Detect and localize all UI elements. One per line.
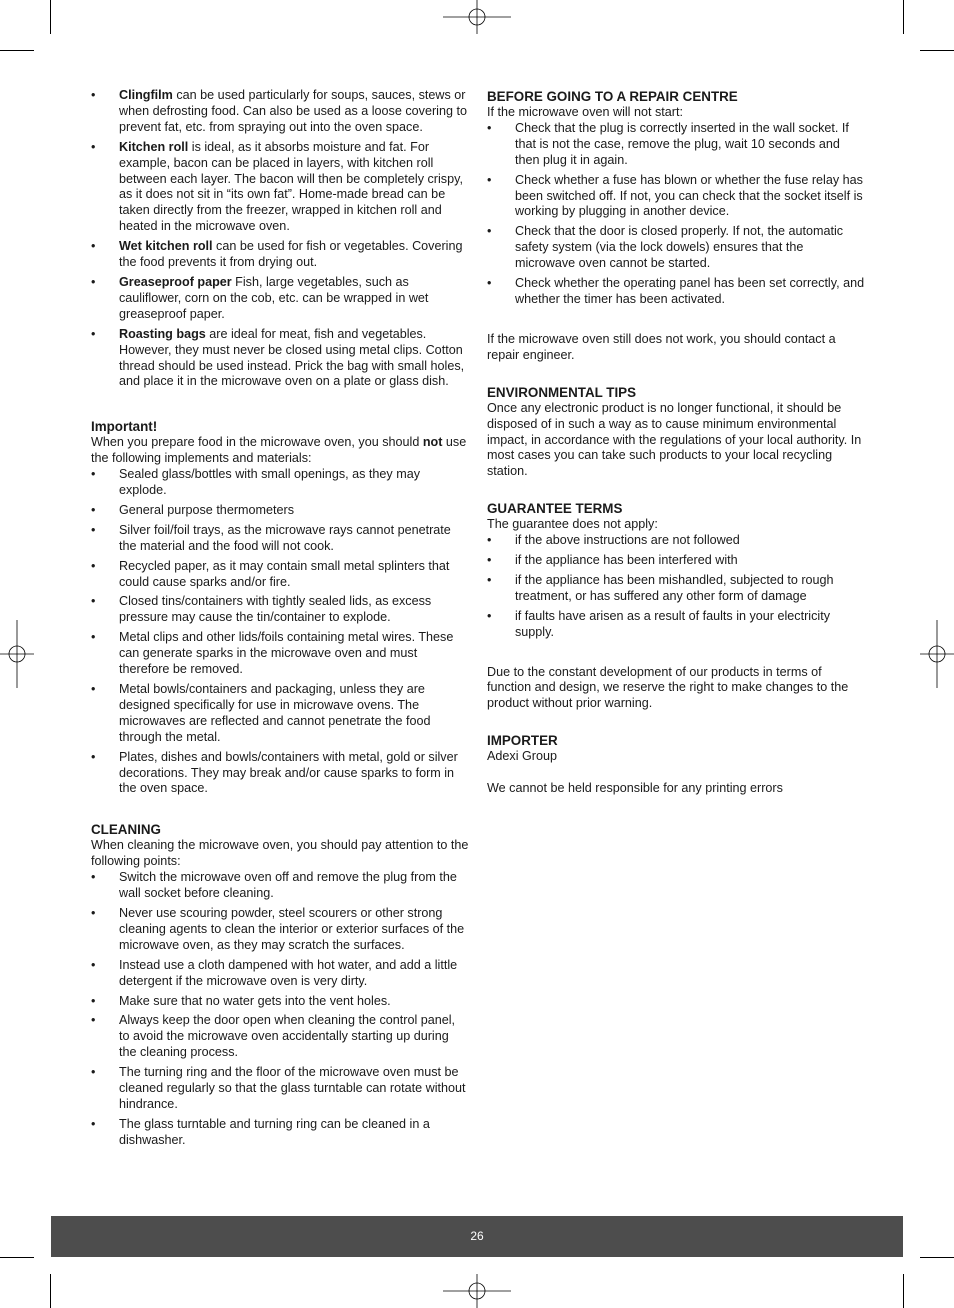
list-item: • The turning ring and the floor of the microwave oven must be cleaned regularly so that the glass turntable can rotate without hindrance. xyxy=(91,1065,466,1111)
list-item xyxy=(91,140,469,235)
bullet: • xyxy=(91,630,96,645)
bullet: • xyxy=(91,594,96,609)
repair-outro: If the microwave oven still does not work, you should contact a repair engineer. xyxy=(487,331,836,362)
bullet: • xyxy=(487,572,492,587)
list-item xyxy=(91,275,469,323)
bullet: • xyxy=(487,608,492,623)
list-item: • Recycled paper, as it may contain small metal splinters that could cause sparks and/or fire. xyxy=(91,558,450,589)
list-item xyxy=(91,88,469,136)
tip-text: Fish, large vegetables, such as cauliflower, corn on the cob, etc. can be wrapped in wet greaseproof paper. xyxy=(119,274,429,321)
environment-text: Once any electronic product is no longer functional, it should be disposed of in such a way as to cause minimum environmental impact, in accordance with the regulations of your local authority. In most cases you can take such products to your local recycling station. xyxy=(487,400,862,479)
important-heading: Important! xyxy=(91,419,158,435)
bullet: • xyxy=(91,682,96,696)
list-item: • Plates, dishes and bowls/containers with metal, gold or silver decorations. They may break and/or cause sparks to form in the oven space. xyxy=(91,749,458,796)
registration-mark-left xyxy=(0,620,34,688)
forbidden-materials-list xyxy=(91,467,469,797)
guarantee-list xyxy=(487,533,865,640)
page-number: 26 xyxy=(470,1229,484,1243)
crop-mark xyxy=(903,1274,904,1308)
important-intro: When you prepare food in the microwave oven, you should not use the following implements and materials: xyxy=(91,435,467,466)
bullet: • xyxy=(487,120,492,135)
bullet: • xyxy=(91,502,96,517)
list-item: • Never use scouring powder, steel scourers or other strong cleaning agents to clean the interior or exterior surfaces of the microwave oven, as they may scratch the surfaces. xyxy=(91,905,465,952)
guarantee-intro: The guarantee does not apply: xyxy=(487,517,658,532)
tip-text: are ideal for meat, fish and vegetables. However, they must never be closed using metal clips. Cotton thread should be used instead. Prick the bag with small holes, and place it in the microwave oven on a plate or glass dish. xyxy=(119,326,465,389)
bullet: • xyxy=(487,553,492,568)
bullet: • xyxy=(91,1116,96,1131)
crop-mark xyxy=(920,1257,954,1258)
bullet: • xyxy=(91,239,96,254)
right-column xyxy=(487,88,865,797)
crop-mark xyxy=(50,0,51,34)
repair-intro: If the microwave oven will not start: xyxy=(487,105,683,119)
tip-text: can be used for fish or vegetables. Covering the food prevents it from drying out. xyxy=(119,239,463,270)
left-column xyxy=(91,88,469,1153)
list-item xyxy=(91,327,469,391)
bullet: • xyxy=(91,749,96,764)
crop-mark xyxy=(903,0,904,34)
bullet: • xyxy=(487,172,492,187)
list-item: • Check whether a fuse has blown or whether the fuse relay has been switched off. If not, you can check that the socket itself is working by plugging in another device. xyxy=(487,172,863,219)
list-item: • if the appliance has been mishandled, subjected to rough treatment, or has suffered any other form of damage xyxy=(487,572,834,603)
importer-heading: IMPORTER xyxy=(487,733,558,749)
crop-mark xyxy=(0,1257,34,1258)
registration-mark-right xyxy=(920,620,954,688)
crop-mark xyxy=(50,1274,51,1308)
page-footer xyxy=(51,1216,903,1257)
tip-text: is ideal, as it absorbs moisture and fat. For example, bacon can be placed in layers, with kitchen roll between each layer. The bacon will then be completely crispy, as it does not sit in “its own fat”. Home-made bread can be taken directly from the freezer, wrapped in kitchen roll and heated in the microwave oven. xyxy=(119,139,463,234)
bullet: • xyxy=(91,139,96,154)
tip-term: Roasting bags xyxy=(119,326,206,341)
bullet: • xyxy=(91,88,96,102)
list-item xyxy=(91,239,469,271)
list-item: • if the appliance has been interfered with xyxy=(487,553,738,568)
list-item: • Silver foil/foil trays, as the microwave rays cannot penetrate the material and the food will not cook. xyxy=(91,522,451,553)
guarantee-heading: GUARANTEE TERMS xyxy=(487,501,623,517)
list-item: • Sealed glass/bottles with small openings, as they may explode. xyxy=(91,467,421,498)
list-item: • The glass turntable and turning ring can be cleaned in a dishwasher. xyxy=(91,1116,430,1147)
bullet: • xyxy=(91,274,96,289)
list-item: • Instead use a cloth dampened with hot water, and add a little detergent if the microwave oven is very dirty. xyxy=(91,957,458,988)
bullet: • xyxy=(487,533,492,548)
list-item: • Check that the plug is correctly inserted in the wall socket. If that is not the case, remove the plug, wait 10 seconds and then plug it in again. xyxy=(487,120,849,167)
list-item: • Switch the microwave oven off and remove the plug from the wall socket before cleaning. xyxy=(91,870,457,901)
bullet: • xyxy=(91,522,96,537)
tip-term: Kitchen roll xyxy=(119,139,189,154)
list-item: • Closed tins/containers with tightly sealed lids, as excess pressure may cause the tin/container to explode. xyxy=(91,594,432,625)
bullet: • xyxy=(91,558,96,573)
cleaning-list xyxy=(91,870,469,1149)
crop-mark xyxy=(920,50,954,51)
registration-mark-bottom xyxy=(443,1274,511,1308)
bullet: • xyxy=(91,993,96,1008)
list-item: • if faults have arisen as a result of faults in your electricity supply. xyxy=(487,608,830,639)
crop-mark xyxy=(0,50,34,51)
guarantee-outro: Due to the constant development of our products in terms of function and design, we reserve the right to make changes to the product without prior warning. xyxy=(487,664,849,711)
cleaning-intro: When cleaning the microwave oven, you should pay attention to the following points: xyxy=(91,838,469,869)
cleaning-heading: CLEANING xyxy=(91,822,161,838)
bullet: • xyxy=(91,905,96,920)
printing-disclaimer: We cannot be held responsible for any printing errors xyxy=(487,781,783,796)
list-item: • General purpose thermometers xyxy=(91,502,294,517)
list-item: • Metal clips and other lids/foils containing metal wires. These can generate sparks in the microwave oven and must therefore be removed. xyxy=(91,630,454,677)
bullet: • xyxy=(91,1013,96,1028)
bullet: • xyxy=(91,467,96,482)
repair-list xyxy=(487,121,865,308)
bullet: • xyxy=(91,326,96,341)
list-item: • Metal bowls/containers and packaging, unless they are designed specifically for use in microwave ovens. The microwaves are reflected and cannot penetrate the food through the metal. xyxy=(91,682,431,744)
list-item: • Always keep the door open when cleaning the control panel, to avoid the microwave oven accidentally starting up during the cleaning process. xyxy=(91,1013,456,1060)
list-item: • Check whether the operating panel has been set correctly, and whether the timer has been activated. xyxy=(487,276,865,306)
repair-heading: BEFORE GOING TO A REPAIR CENTRE xyxy=(487,89,738,104)
tip-text: can be used particularly for soups, sauces, stews or when defrosting food. Can also be used as a loose covering to prevent fat, etc. from spraying out into the oven space. xyxy=(119,88,467,134)
list-item: • Make sure that no water gets into the vent holes. xyxy=(91,993,391,1008)
bullet: • xyxy=(487,276,492,291)
environment-heading: ENVIRONMENTAL TIPS xyxy=(487,384,637,400)
tip-term: Greaseproof paper xyxy=(119,274,232,289)
list-item: • if the above instructions are not followed xyxy=(487,533,740,548)
importer-name: Adexi Group xyxy=(487,749,558,764)
list-item: • Check that the door is closed properly. If not, the automatic safety system (via the lock dowels) ensures that the microwave oven cannot be started. xyxy=(487,224,844,271)
wrapping-tips-list xyxy=(91,88,469,390)
bullet: • xyxy=(91,957,96,972)
bullet: • xyxy=(91,870,96,885)
tip-term: Clingfilm xyxy=(119,88,173,102)
registration-mark-top xyxy=(443,0,511,34)
tip-term: Wet kitchen roll xyxy=(119,239,213,254)
bullet: • xyxy=(487,224,492,239)
bullet: • xyxy=(91,1065,96,1080)
